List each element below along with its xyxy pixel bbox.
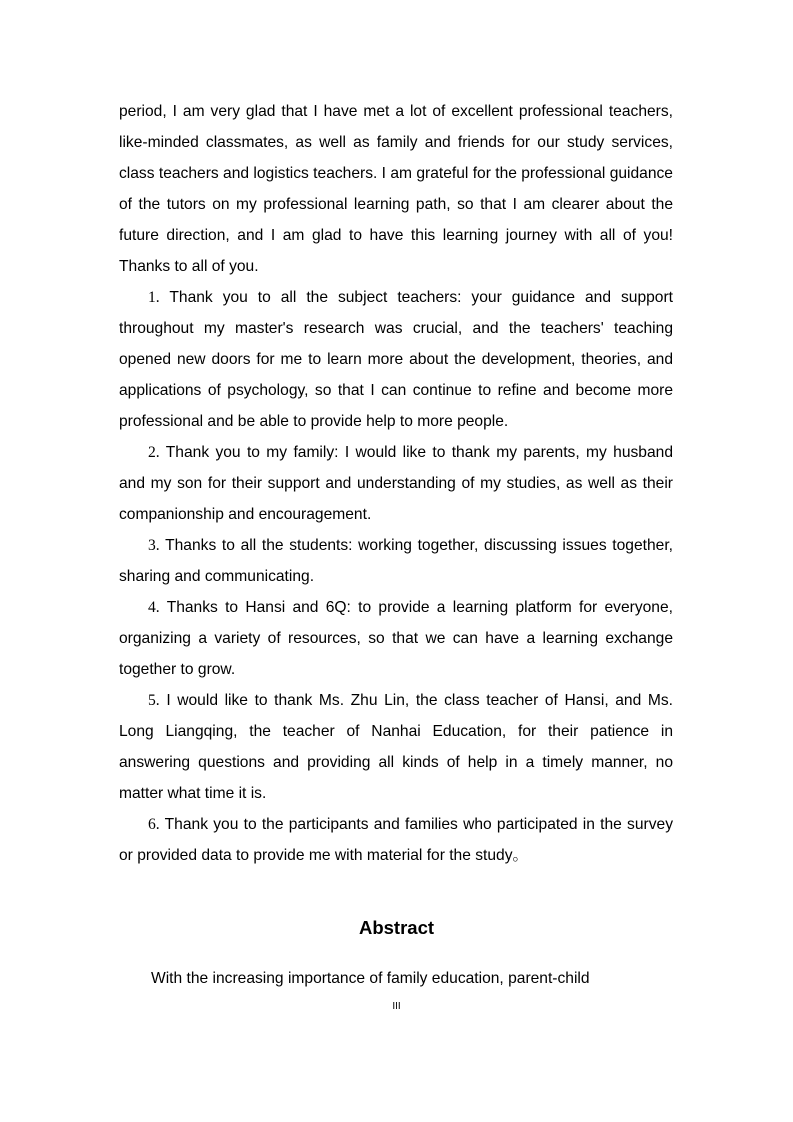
item-text: Thanks to Hansi and 6Q: to provide a learning platform for everyone, organizing a variety of resources, so that we can have a learning exchange together to grow. — [119, 599, 673, 678]
abstract-first-line: With the increasing importance of family education, parent-child — [151, 970, 590, 987]
item-number: 5. — [148, 692, 160, 709]
item-text: Thank you to my family: I would like to thank my parents, my husband and my son for their support and understanding of my studies, as well as their companionship and encouragement. — [119, 444, 673, 523]
item-number: 2. — [148, 444, 160, 461]
list-item — [119, 282, 673, 437]
intro-paragraph: period, I am very glad that I have met a lot of excellent professional teachers, like-minded classmates, as well as family and friends for our study services, class teachers and logistics teachers. I am grateful for the professional guidance of the tutors on my professional learning path, so that I am clearer about the future direction, and I am glad to have this learning journey with all of you! Thanks to all of you. — [119, 103, 673, 275]
item-text: Thank you to the participants and families who participated in the survey or provided data to provide me with material for the study。 — [119, 816, 673, 864]
item-text: I would like to thank Ms. Zhu Lin, the class teacher of Hansi, and Ms. Long Liangqing, the teacher of Nanhai Education, for their patience in answering questions and providing all kinds of help in a timely manner, no matter what time it is. — [119, 692, 673, 802]
list-item — [119, 809, 673, 871]
item-number: 1. — [148, 289, 160, 306]
list-item — [119, 592, 673, 685]
item-text: Thanks to all the students: working together, discussing issues together, sharing and communicating. — [119, 537, 673, 585]
acknowledgements-body — [119, 96, 673, 871]
item-text: Thank you to all the subject teachers: your guidance and support throughout my master's research was crucial, and the teachers' teaching opened new doors for me to learn more about the development, theories, and applications of psychology, so that I can continue to refine and become more professional and be able to provide help to more people. — [119, 289, 673, 430]
list-item — [119, 685, 673, 809]
list-item — [119, 437, 673, 530]
item-number: 4. — [148, 599, 160, 616]
list-item — [119, 530, 673, 592]
item-number: 3. — [148, 537, 160, 554]
page-number: III — [392, 1001, 401, 1012]
abstract-heading: Abstract — [358, 917, 435, 938]
item-number: 6. — [148, 816, 160, 833]
